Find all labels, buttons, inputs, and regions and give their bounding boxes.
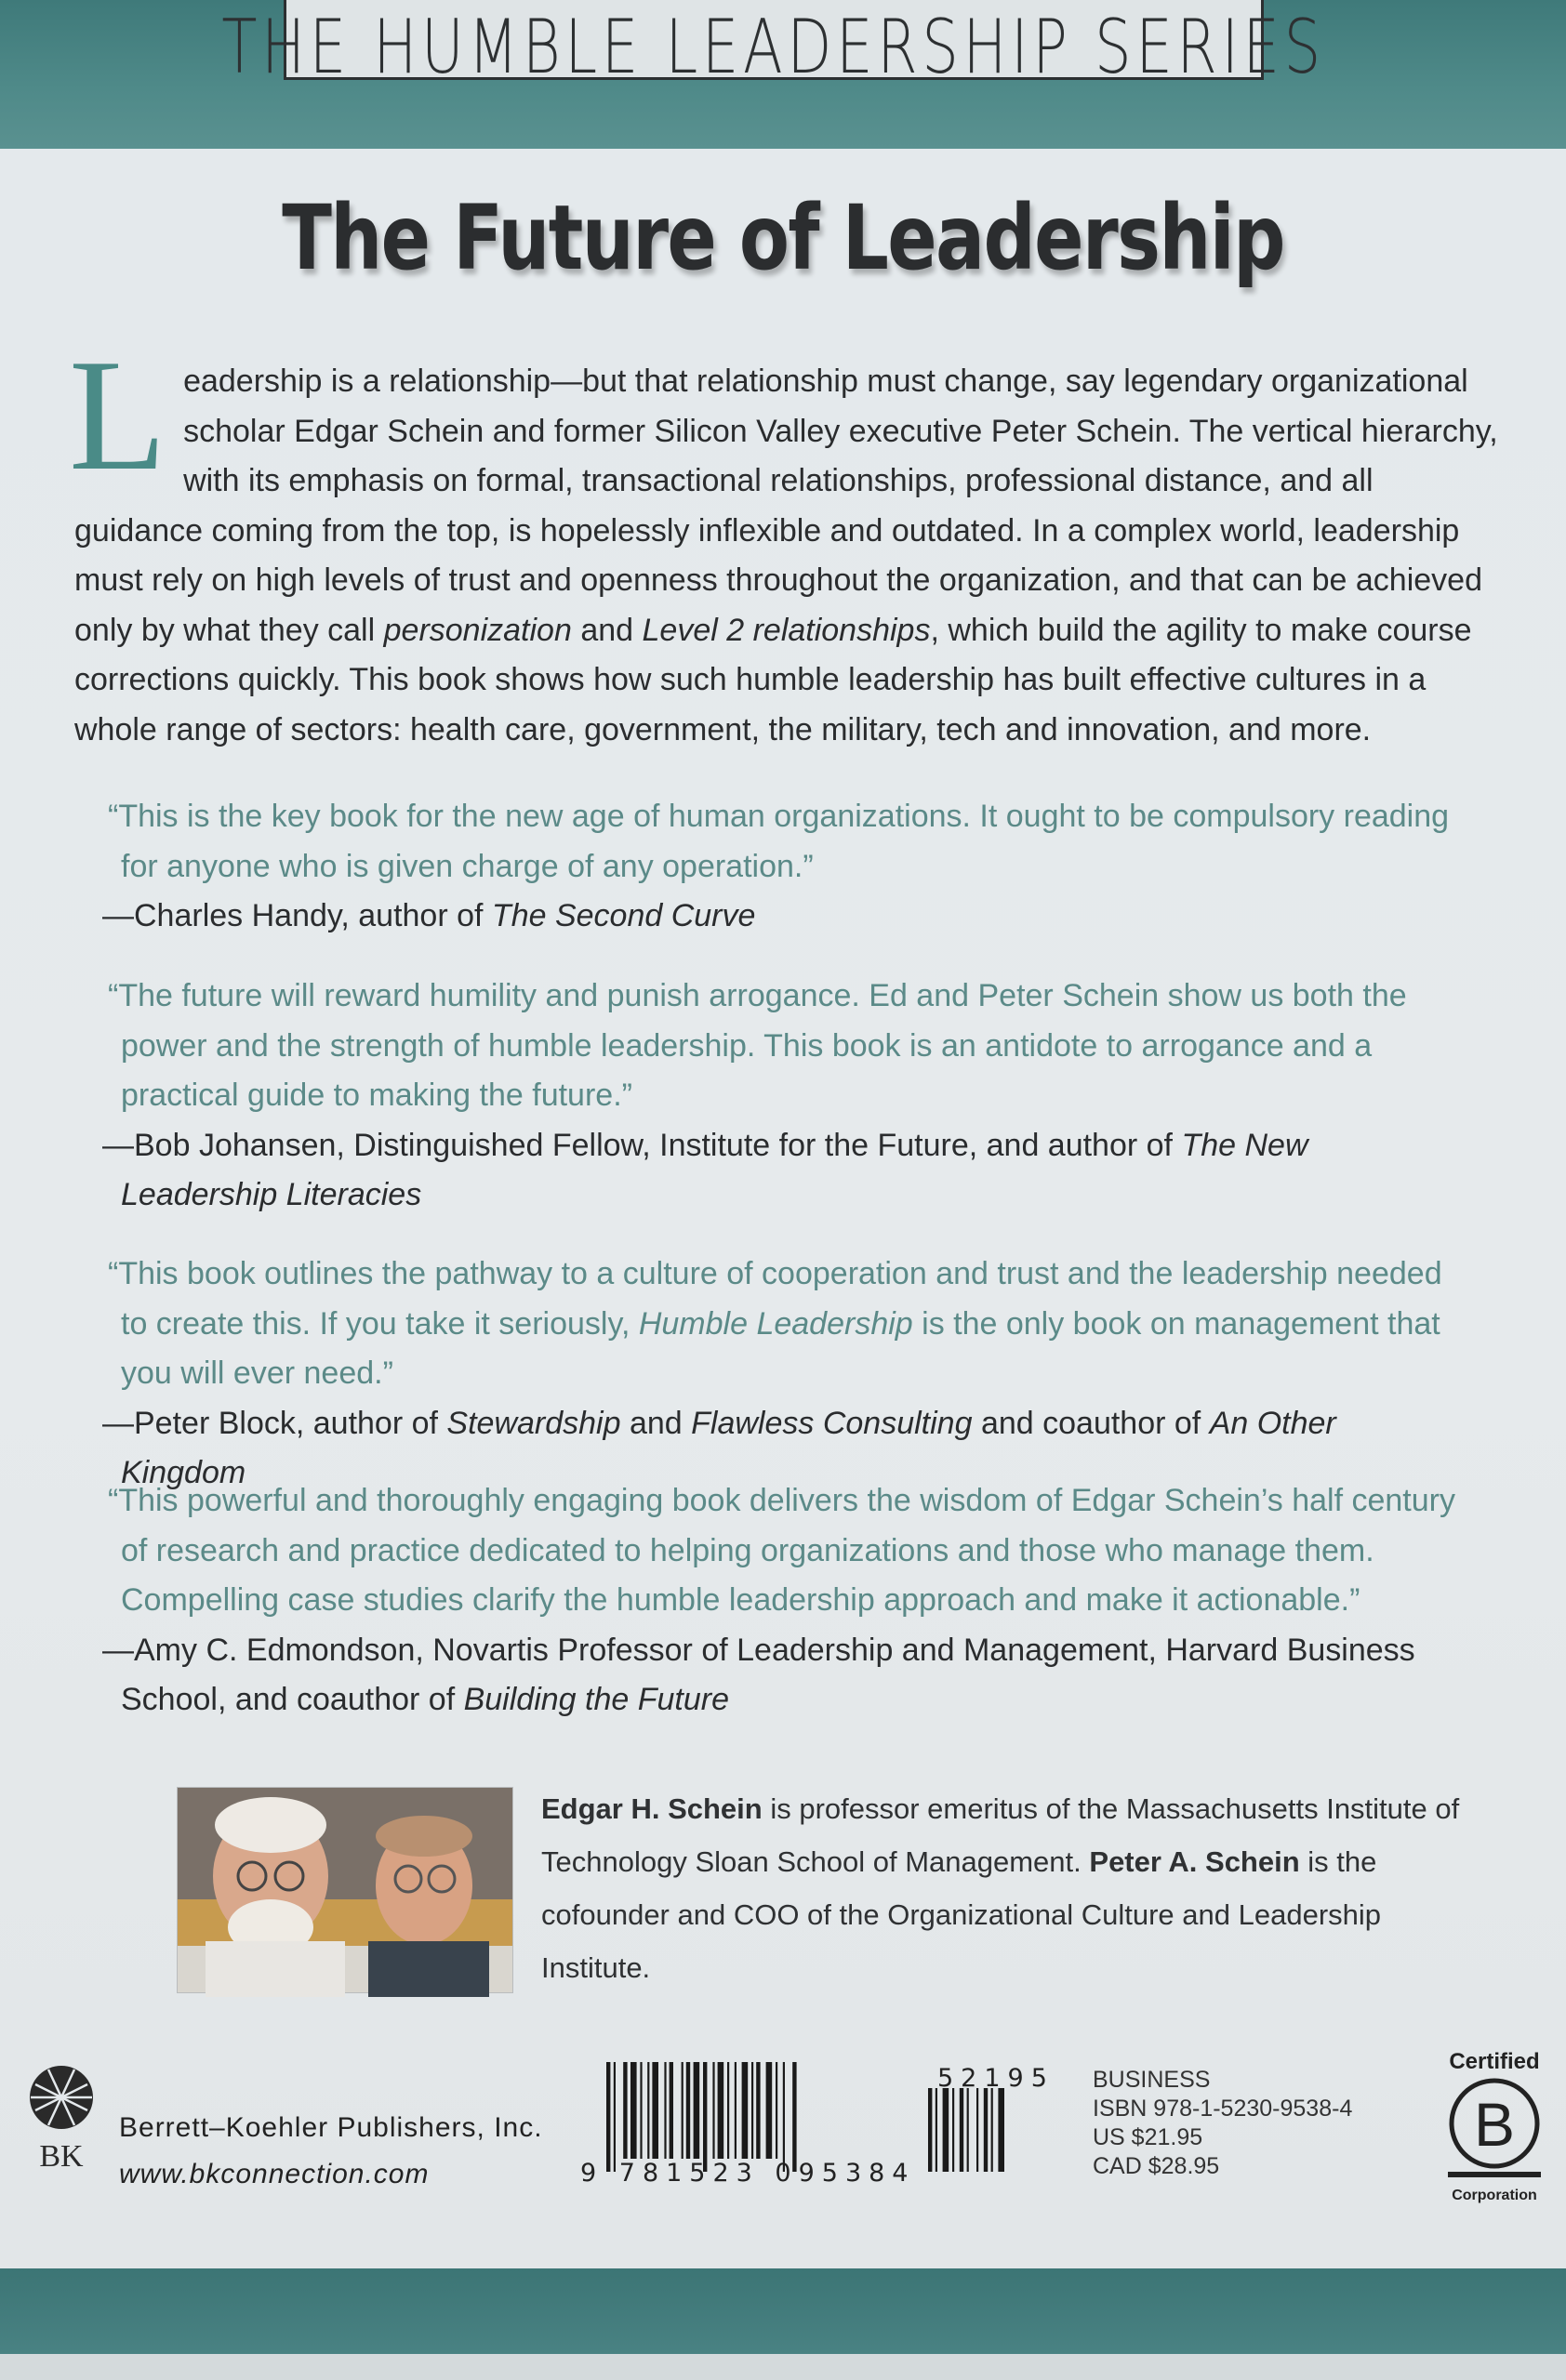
svg-text:BK: BK [39, 2139, 84, 2174]
endorsement-quote [102, 972, 1469, 1221]
price-block: BUSINESS ISBN 978-1-5230-9538-4 US $21.95 CAD $28.95 [1093, 2067, 1353, 2179]
bk-logo-icon [26, 2062, 97, 2174]
bottom-band [0, 2268, 1566, 2380]
series-label: THE HUMBLE LEADERSHIP SERIES [221, 4, 1326, 90]
author-photo [177, 1787, 513, 1993]
price-code: 52195 [937, 2064, 1055, 2093]
series-label-box [221, 0, 1326, 90]
drop-cap: L [69, 327, 167, 504]
svg-text:B: B [1473, 2090, 1516, 2159]
page-title: The Future of Leadership [282, 186, 1284, 290]
quote-attribution: —Bob Johansen, Distinguished Fellow, Institute for the Future, and author of The New Leadership Literacies [102, 1127, 1308, 1212]
endorsement-quote [102, 1476, 1469, 1726]
quote-text: “This book outlines the pathway to a culture of cooperation and trust and the leadership needed to create this. If you take it seriously, Humble Leadership is the only book on management that you will ever need.” [108, 1256, 1442, 1391]
publisher-url: www.bkconnection.com [119, 2159, 430, 2189]
author-bio: Edgar H. Schein is professor emeritus of the Massachusetts Institute of Technology Sloan School of Management. Peter A. Schein is the cofounder and COO of the Organizational Culture and Leadership Institute. [541, 1792, 1460, 1984]
quote-text: “This is the key book for the new age of human organizations. It ought to be compulsory reading for anyone who is given charge of any operation.” [108, 799, 1450, 884]
quote-text: “This powerful and thoroughly engaging book delivers the wisdom of Edgar Schein’s half century of research and practice dedicated to helping organizations and those who manage them. Compelling case studies clarify the humble leadership approach and make it actionable.” [108, 1483, 1455, 1618]
quote-attribution: —Peter Block, author of Stewardship and Flawless Consulting and coauthor of An Other Kingdom [102, 1405, 1336, 1490]
intro-paragraph: Leadership is a relationship—but that relationship must change, say legendary organizational scholar Edgar Schein and former Silicon Valley executive Peter Schein. The vertical hierarchy, with its emphasis on formal, transactional relationships, professional distance, and all guidance coming from the top, is hopelessly inflexible and outdated. In a complex world, leadership must rely on high levels of trust and openness throughout the organization, and that can be achieved only by what they call personization and Level 2 relationships, which build the agility to make course corrections quickly. This book shows how such humble leadership has built effective cultures in a whole range of sectors: health care, government, the military, tech and innovation, and more. [69, 327, 1498, 747]
isbn-digits: 9 781523 095384 [580, 2159, 916, 2188]
quote-attribution: —Amy C. Edmondson, Novartis Professor of Leadership and Management, Harvard Business School, and coauthor of Building the Future [102, 1632, 1415, 1717]
endorsement-quote [102, 1250, 1469, 1499]
b-corp-badge: Certified B Corporation [1434, 2049, 1555, 2226]
b-corp-icon [1439, 2075, 1550, 2179]
quote-attribution: —Charles Handy, author of The Second Curve [102, 898, 756, 933]
publisher-name: Berrett–Koehler Publishers, Inc. [119, 2112, 543, 2143]
quote-text: “The future will reward humility and punish arrogance. Ed and Peter Schein show us both the power and the strength of humble leadership. This book is an antidote to arrogance and a practical guide to making the future.” [108, 978, 1407, 1113]
endorsement-quote [102, 792, 1469, 942]
